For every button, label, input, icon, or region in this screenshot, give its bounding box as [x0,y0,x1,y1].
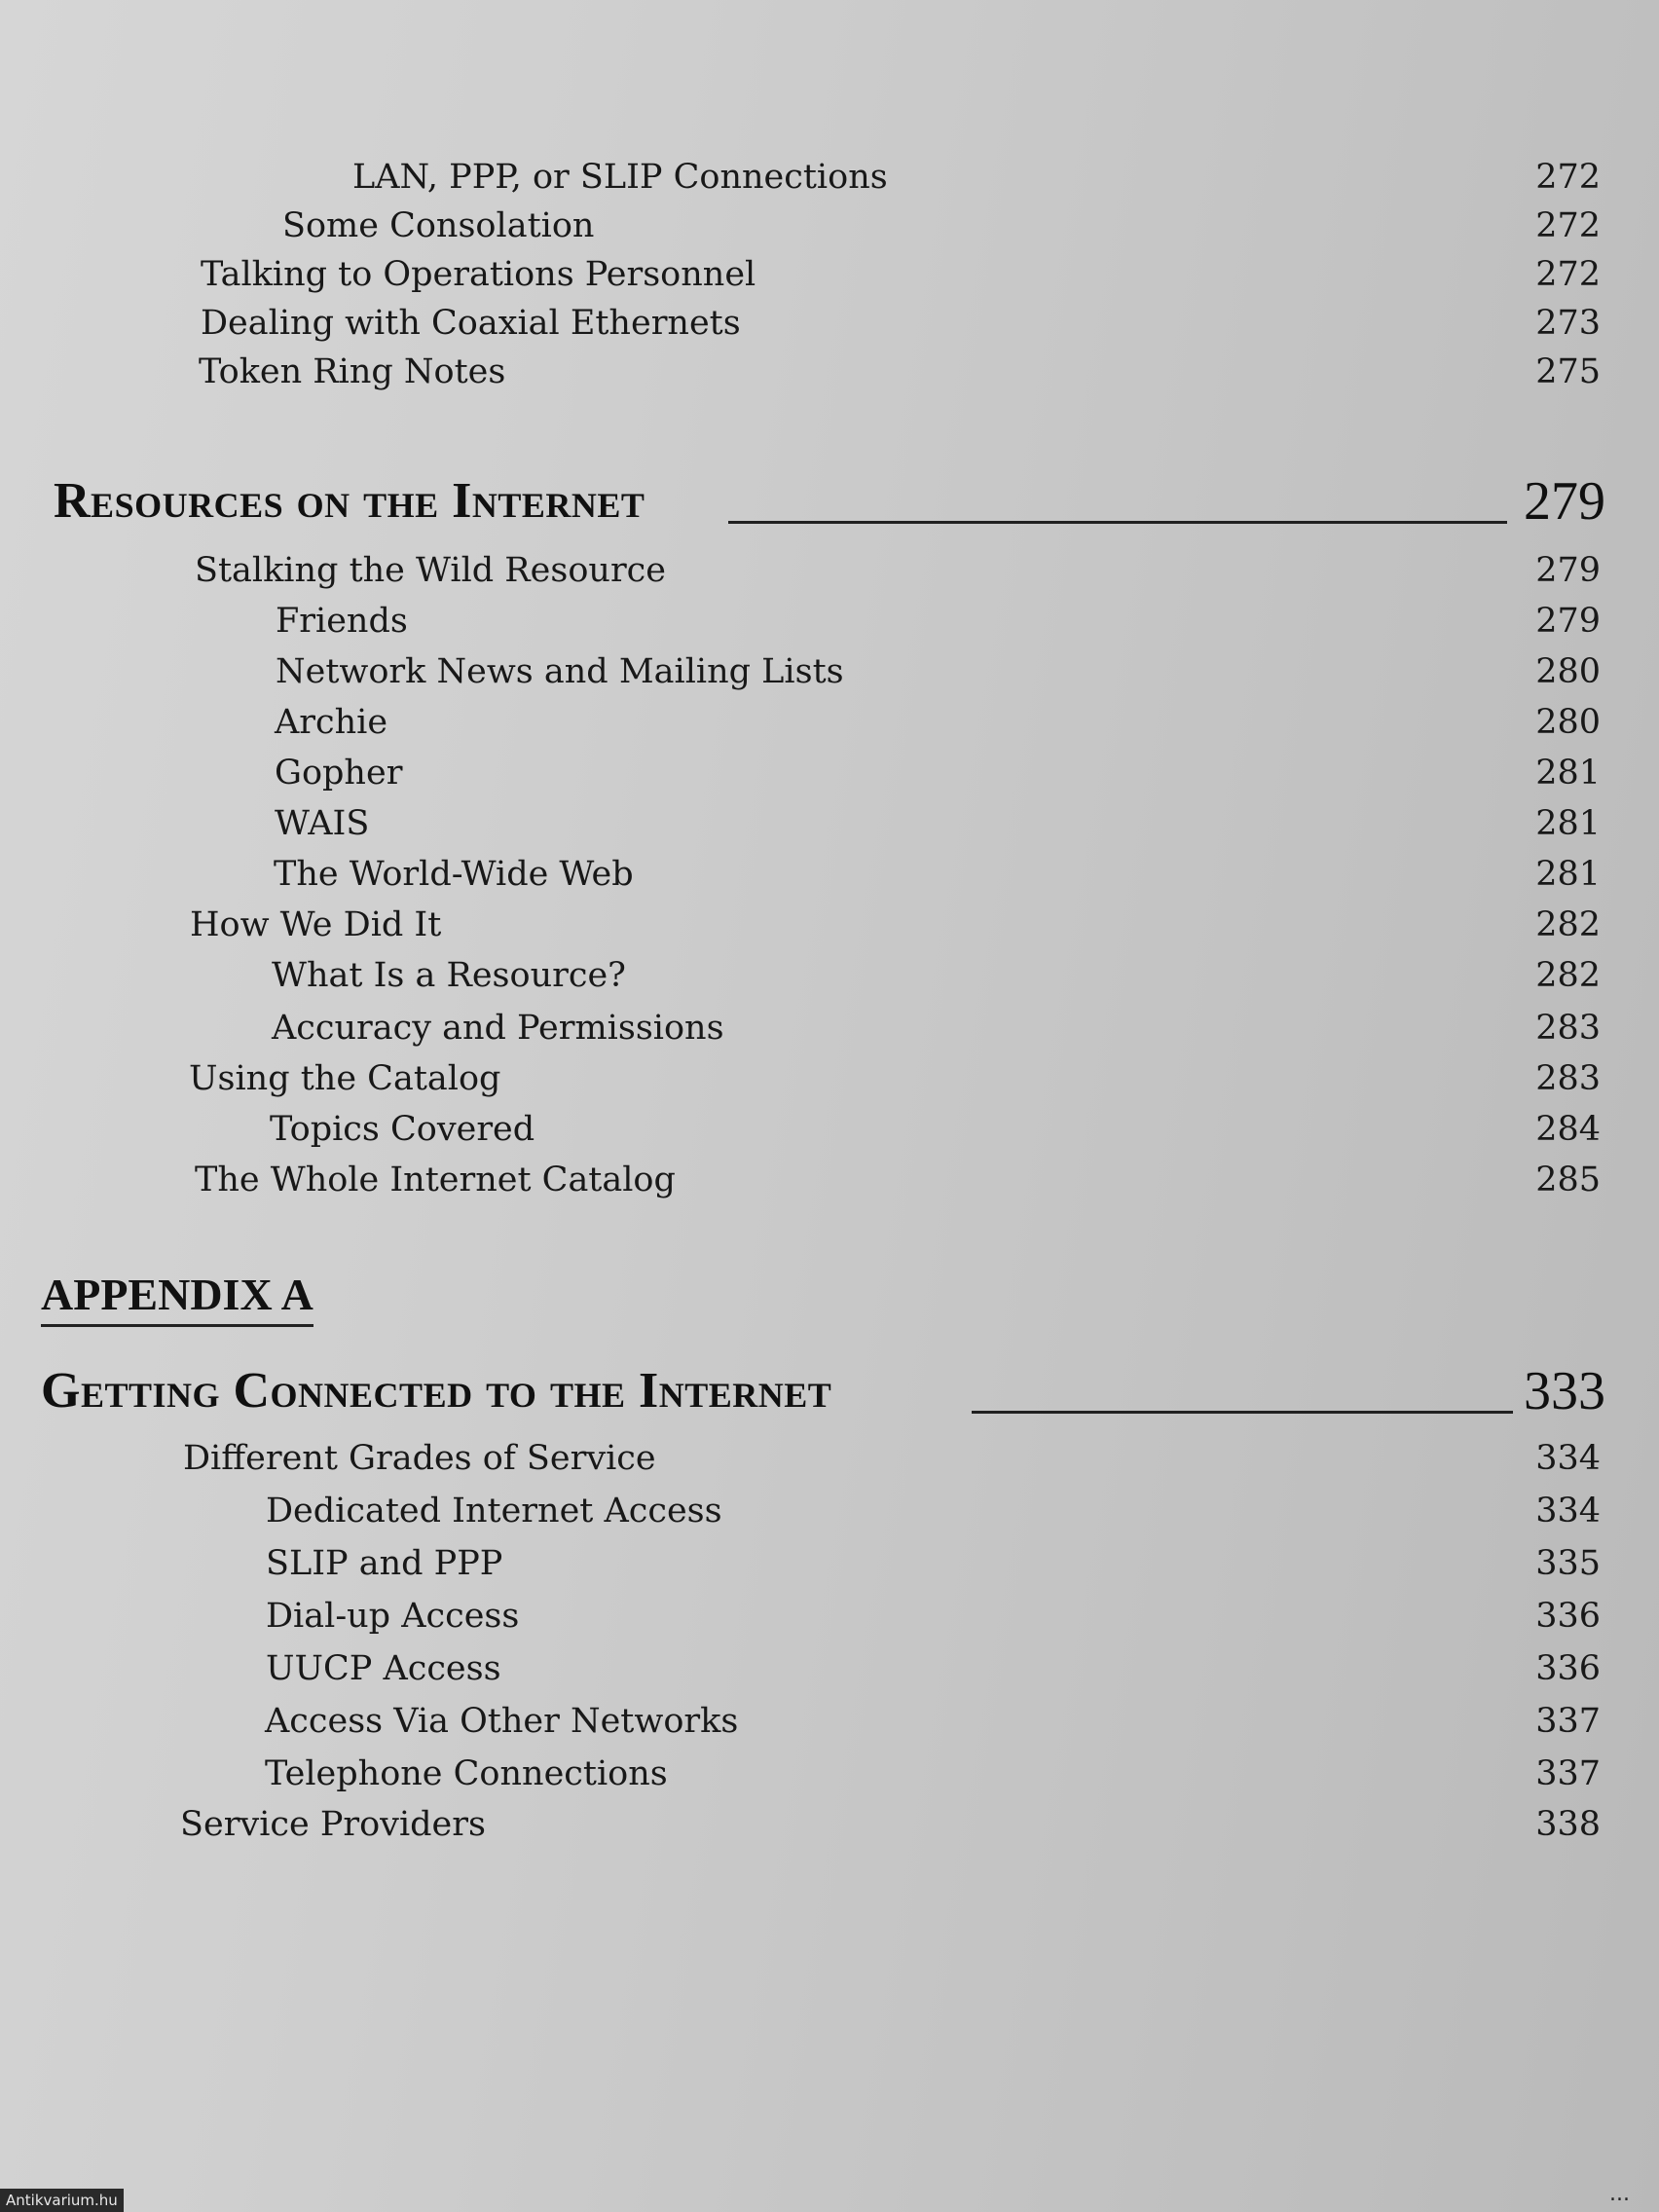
toc-entry [0,1801,1659,1848]
toc-entry-page: 281 [1535,804,1601,843]
toc-entry-label: Friends [276,602,408,641]
toc-entry-page: 272 [1535,255,1601,294]
toc-entry [0,547,1659,594]
toc-entry [0,1540,1659,1587]
toc-entry-page: 284 [1535,1110,1601,1149]
appendix-label: APPENDIX A [41,1268,313,1327]
toc-entry-page: 282 [1535,905,1601,944]
toc-entry-label: Service Providers [180,1805,486,1844]
toc-entry-label: Topics Covered [270,1110,535,1149]
toc-entry-label: The World-Wide Web [274,855,634,894]
toc-entry-page: 280 [1535,703,1601,742]
toc-entry-page: 334 [1535,1439,1601,1478]
toc-entry-page: 279 [1535,551,1601,590]
toc-entry [0,300,1659,347]
toc-entry [0,800,1659,847]
watermark: Antikvarium.hu [0,2189,124,2212]
toc-entry [0,154,1659,201]
toc-entry [0,1055,1659,1102]
toc-entry-page: 283 [1535,1009,1601,1048]
chapter-rule [972,1411,1513,1414]
chapter-page: 279 [1524,471,1605,532]
toc-entry-page: 336 [1535,1649,1601,1688]
toc-entry-label: The Whole Internet Catalog [195,1161,676,1199]
toc-entry [0,251,1659,298]
toc-entry-page: 336 [1535,1597,1601,1636]
toc-entry-page: 283 [1535,1059,1601,1098]
toc-entry-page: 337 [1535,1702,1601,1741]
toc-entry-page: 282 [1535,956,1601,995]
toc-entry [0,750,1659,796]
toc-entry-label: LAN, PPP, or SLIP Connections [352,158,888,197]
toc-entry-label: WAIS [275,804,370,843]
toc-entry-page: 285 [1535,1161,1601,1199]
toc-entry-label: Access Via Other Networks [265,1702,739,1741]
chapter-heading [0,463,1659,532]
toc-entry [0,851,1659,898]
toc-entry-label: Different Grades of Service [183,1439,656,1478]
toc-entry [0,1698,1659,1745]
toc-entry-label: Network News and Mailing Lists [276,652,844,691]
toc-entry [0,648,1659,695]
corner-mark: ... [1609,2182,1630,2206]
toc-entry [0,1005,1659,1051]
toc-entry-label: Talking to Operations Personnel [201,255,756,294]
toc-entry-label: SLIP and PPP [266,1544,503,1583]
toc-entry-page: 335 [1535,1544,1601,1583]
toc-entry-page: 280 [1535,652,1601,691]
toc-entry-label: What Is a Resource? [272,956,626,995]
toc-entry [0,699,1659,746]
toc-entry-page: 272 [1535,158,1601,197]
toc-entry [0,1593,1659,1640]
toc-entry-label: UUCP Access [266,1649,501,1688]
toc-entry [0,1488,1659,1534]
chapter-rule [728,521,1507,524]
toc-entry-page: 272 [1535,206,1601,245]
toc-entry-label: Gopher [275,754,403,793]
toc-entry [0,598,1659,645]
toc-entry-page: 334 [1535,1492,1601,1530]
chapter-title: Resources on the Internet [54,473,645,529]
toc-entry [0,1751,1659,1797]
toc-entry [0,952,1659,999]
toc-entry-label: Dial-up Access [266,1597,520,1636]
toc-entry-label: Accuracy and Permissions [272,1009,724,1048]
chapter-heading [0,1353,1659,1421]
toc-entry-page: 337 [1535,1754,1601,1793]
chapter-title: Getting Connected to the Internet [41,1363,832,1419]
toc-entry-label: How We Did It [190,905,442,944]
toc-entry-label: Telephone Connections [265,1754,668,1793]
toc-entry-page: 281 [1535,754,1601,793]
toc-entry-label: Dealing with Coaxial Ethernets [201,304,741,343]
toc-entry-page: 338 [1535,1805,1601,1844]
chapter-page: 333 [1524,1361,1605,1421]
toc-entry [0,902,1659,948]
toc-entry-label: Token Ring Notes [199,352,506,391]
toc-entry [0,1435,1659,1482]
toc-entry-label: Some Consolation [282,206,595,245]
toc-entry [0,1157,1659,1203]
toc-entry-label: Stalking the Wild Resource [195,551,666,590]
toc-entry [0,1645,1659,1692]
toc-entry-label: Using the Catalog [189,1059,501,1098]
toc-entry [0,1106,1659,1153]
toc-entry-label: Archie [275,703,388,742]
toc-entry-page: 279 [1535,602,1601,641]
toc-entry-page: 275 [1535,352,1601,391]
toc-entry-page: 273 [1535,304,1601,343]
toc-entry-label: Dedicated Internet Access [266,1492,722,1530]
toc-entry-page: 281 [1535,855,1601,894]
toc-entry [0,349,1659,395]
toc-entry [0,203,1659,249]
